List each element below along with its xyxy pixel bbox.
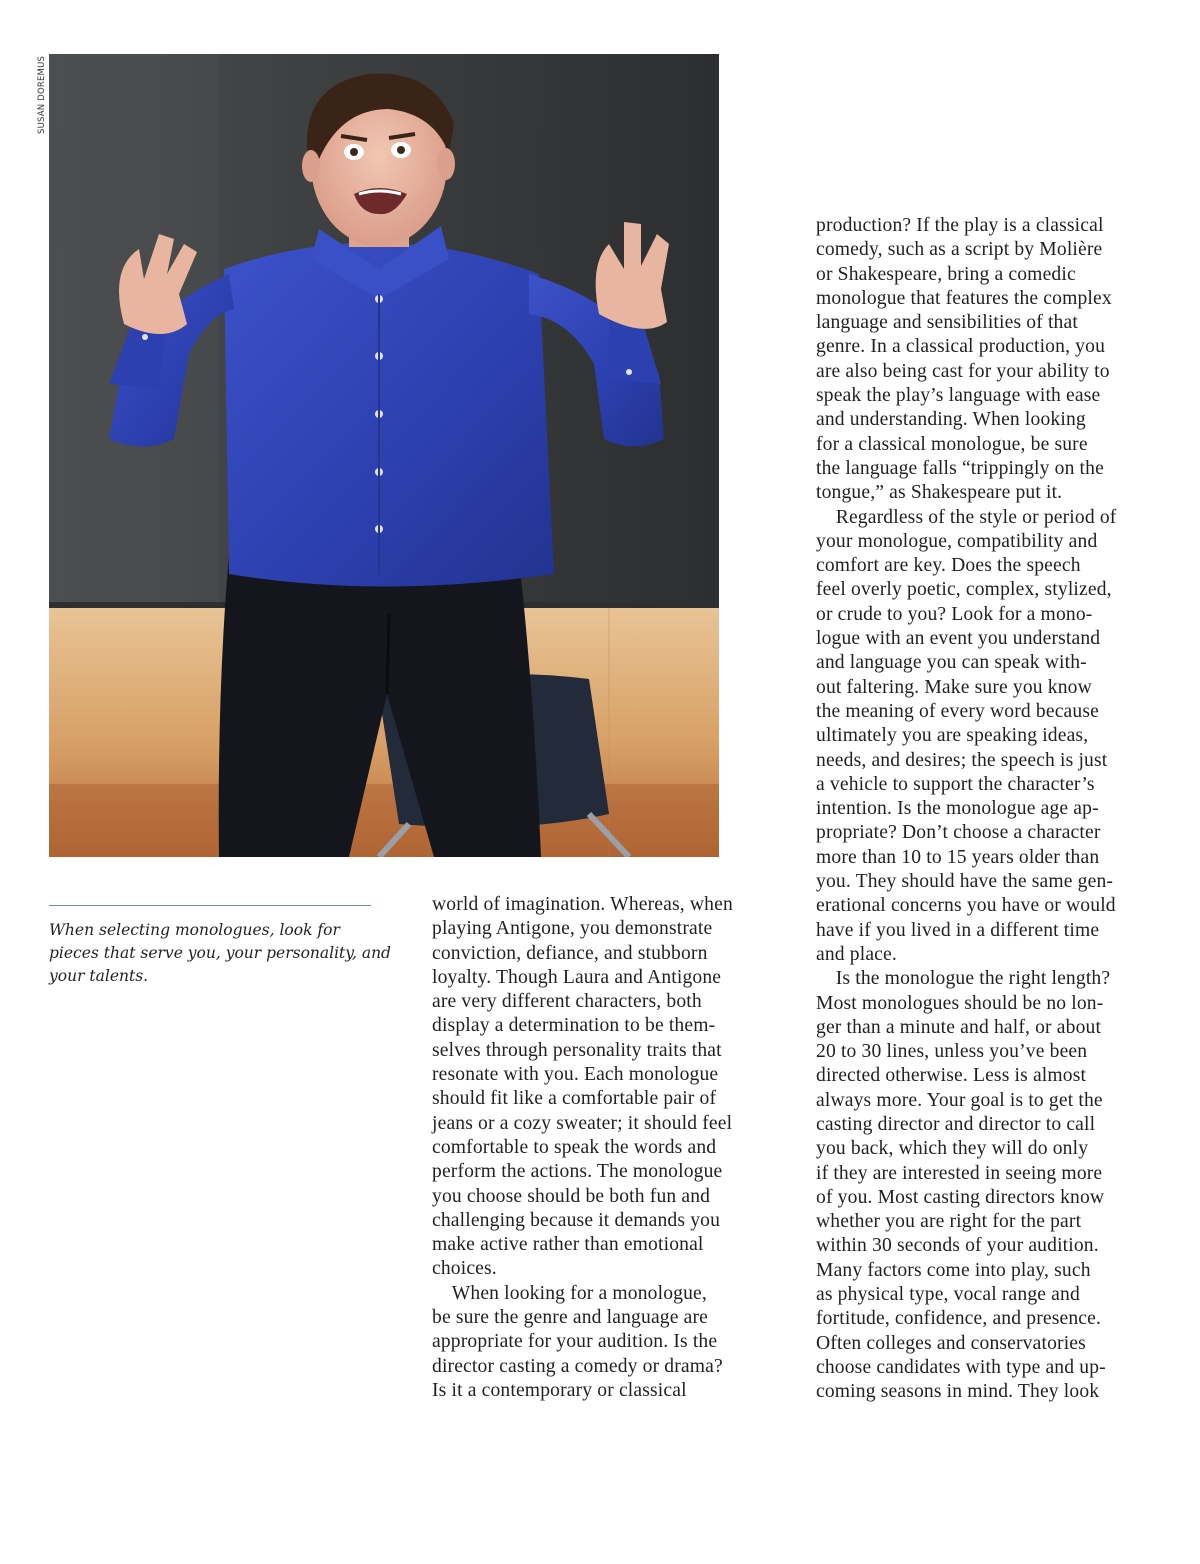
text-line: selves through personality traits that — [432, 1039, 722, 1061]
text-line: of you. Most casting directors know — [816, 1186, 1105, 1208]
text-line: display a determination to be them- — [432, 1015, 716, 1037]
text-line: feel overly poetic, complex, stylized, — [816, 579, 1112, 601]
text-line: needs, and desires; the speech is just — [816, 749, 1108, 771]
text-line: Is the monologue the right length? — [816, 968, 1111, 990]
text-line: jeans or a cozy sweater; it should feel — [432, 1112, 733, 1134]
text-line: comedy, such as a script by Molière — [816, 239, 1103, 261]
text-line: the meaning of every word because — [816, 700, 1099, 722]
body-column-middle — [432, 893, 777, 1403]
text-line: casting director and director to call — [816, 1113, 1096, 1135]
text-line: appropriate for your audition. Is the — [432, 1331, 718, 1353]
text-line: ger than a minute and half, or about — [816, 1016, 1102, 1038]
text-line: intention. Is the monologue age ap- — [816, 798, 1099, 820]
text-line: you back, which they will do only — [816, 1138, 1089, 1160]
text-line: are also being cast for your ability to — [816, 360, 1110, 382]
photo-caption: When selecting monologues, look for pieces that serve you, your personality, and your talents. — [49, 921, 391, 985]
text-line: Regardless of the style or period of — [816, 506, 1117, 528]
text-line: or Shakespeare, bring a comedic — [816, 263, 1076, 285]
text-line: if they are interested in seeing more — [816, 1162, 1103, 1184]
actor-photo — [49, 54, 719, 857]
text-line: be sure the genre and language are — [432, 1307, 709, 1329]
text-line: choices. — [432, 1258, 497, 1280]
actor-photo-illustration — [49, 54, 719, 857]
text-line: Is it a contemporary or classical — [432, 1379, 687, 1401]
text-line: out faltering. Make sure you know — [816, 676, 1092, 698]
text-line: challenging because it demands you — [432, 1209, 721, 1231]
text-line: propriate? Don’t choose a character — [816, 822, 1101, 844]
text-line: for a classical monologue, be sure — [816, 433, 1088, 455]
text-line: you. They should have the same gen- — [816, 871, 1114, 893]
text-line: genre. In a classical production, you — [816, 336, 1106, 358]
text-line: you choose should be both fun and — [432, 1185, 711, 1207]
text-line: directed otherwise. Less is almost — [816, 1065, 1087, 1087]
text-line: 20 to 30 lines, unless you’ve been — [816, 1041, 1088, 1063]
text-line: perform the actions. The monologue — [432, 1161, 723, 1183]
photo-credit-text: SUSAN DOREMUS — [37, 55, 47, 134]
text-line: whether you are right for the part — [816, 1211, 1082, 1233]
text-line: erational concerns you have or would — [816, 895, 1116, 917]
text-line: ultimately you are speaking ideas, — [816, 725, 1089, 747]
text-line: within 30 seconds of your audition. — [816, 1235, 1099, 1257]
text-line: language and sensibilities of that — [816, 312, 1078, 334]
text-line: Often colleges and conservatories — [816, 1332, 1086, 1354]
text-line: and place. — [816, 943, 897, 965]
text-line: choose candidates with type and up- — [816, 1356, 1106, 1378]
text-line: make active rather than emotional — [432, 1234, 704, 1256]
text-line: Most monologues should be no lon- — [816, 992, 1104, 1014]
text-line: coming seasons in mind. They look — [816, 1381, 1100, 1403]
text-line: tongue,” as Shakespeare put it. — [816, 482, 1063, 504]
text-line: resonate with you. Each monologue — [432, 1064, 719, 1086]
text-line: logue with an event you understand — [816, 628, 1101, 650]
body-column-right — [816, 214, 1166, 1405]
text-line: or crude to you? Look for a mono- — [816, 603, 1093, 625]
text-line: the language falls “trippingly on the — [816, 457, 1104, 479]
text-line: conviction, defiance, and stubborn — [432, 942, 708, 964]
text-line: more than 10 to 15 years older than — [816, 846, 1100, 868]
text-line: as physical type, vocal range and — [816, 1284, 1080, 1306]
caption-rule — [49, 905, 371, 906]
text-line: monologue that features the complex — [816, 287, 1112, 309]
text-line: Many factors come into play, such — [816, 1259, 1091, 1281]
text-line: comfortable to speak the words and — [432, 1136, 717, 1158]
text-line: world of imagination. Whereas, when — [432, 894, 733, 915]
text-line: playing Antigone, you demonstrate — [432, 918, 713, 940]
text-line: When looking for a monologue, — [432, 1282, 707, 1304]
text-line: comfort are key. Does the speech — [816, 555, 1081, 577]
text-line: should fit like a comfortable pair of — [432, 1088, 717, 1110]
text-line: a vehicle to support the character’s — [816, 773, 1095, 795]
text-line: are very different characters, both — [432, 991, 702, 1013]
text-line: speak the play’s language with ease — [816, 385, 1101, 407]
text-line: and understanding. When looking — [816, 409, 1086, 431]
text-line: fortitude, confidence, and presence. — [816, 1308, 1102, 1330]
text-line: loyalty. Though Laura and Antigone — [432, 966, 722, 988]
text-line: and language you can speak with- — [816, 652, 1087, 674]
text-line: always more. Your goal is to get the — [816, 1089, 1103, 1111]
text-line: production? If the play is a classical — [816, 215, 1104, 236]
text-line: director casting a comedy or drama? — [432, 1355, 723, 1377]
text-line: have if you lived in a different time — [816, 919, 1100, 941]
text-line: your monologue, compatibility and — [816, 530, 1098, 552]
